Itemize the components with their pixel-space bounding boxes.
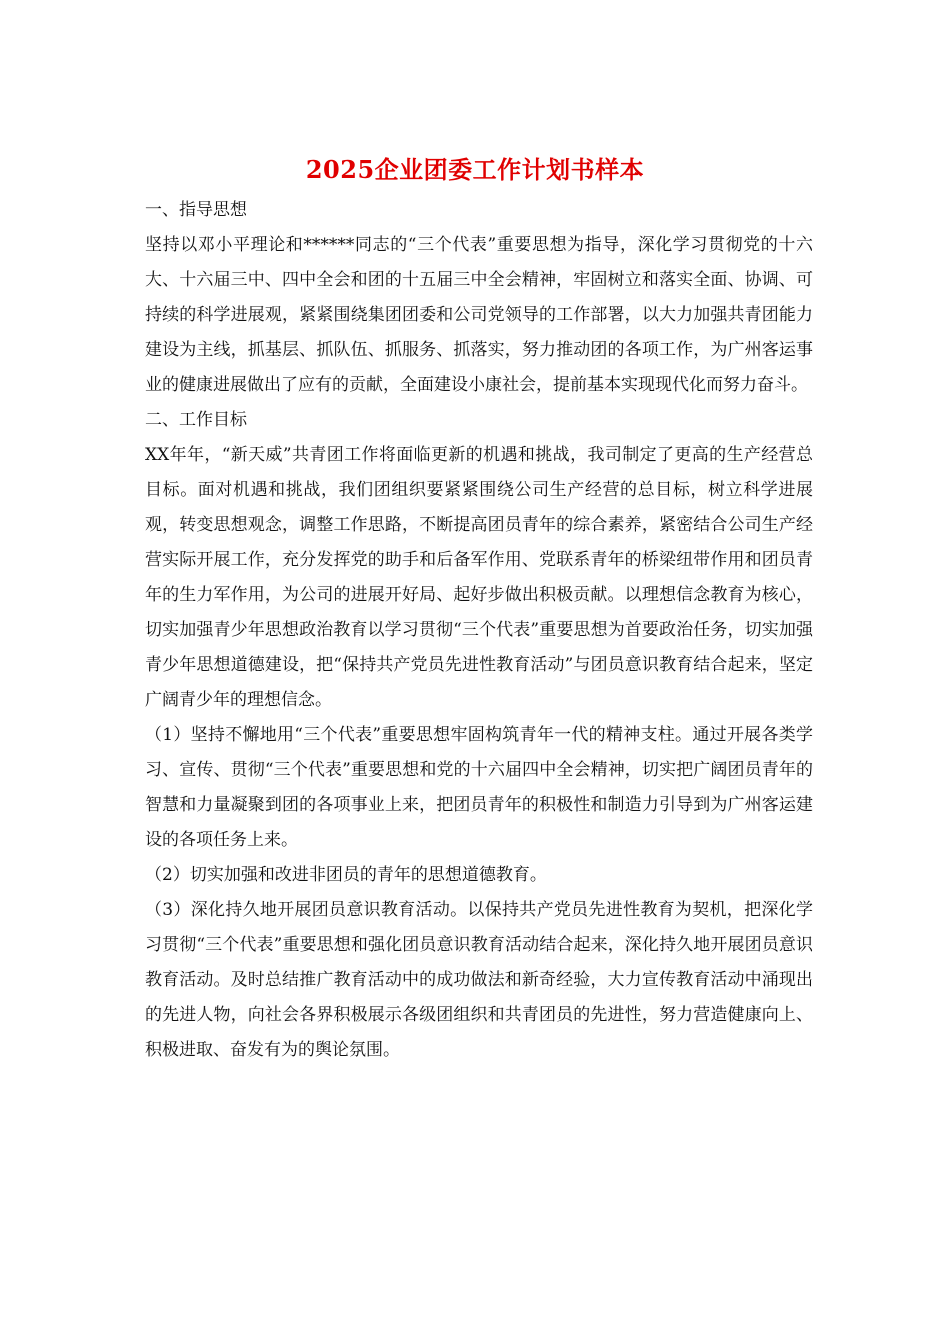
document-body: [145, 193, 813, 1068]
document-title: 2025企业团委工作计划书样本: [305, 155, 645, 184]
paragraph-work-goals-item-3: （3）深化持久地开展团员意识教育活动。以保持共产党员先进性教育为契机，把深化学习贯彻“三个代表”重要思想和强化团员意识教育活动结合起来，深化持久地开展团员意识教育活动。及时总结推广教育活动中的成功做法和新奇经验，大力宣传教育活动中涌现出的先进人物，向社会各界积极展示各级团组织和共青团员的先进性，努力营造健康向上、积极进取、奋发有为的舆论氛围。: [145, 900, 813, 1060]
section-heading-guiding-ideology: 一、指导思想: [145, 200, 247, 220]
paragraph-work-goals-item-2: （2）切实加强和改进非团员的青年的思想道德教育。: [145, 865, 547, 885]
section-heading-work-goals: 二、工作目标: [145, 410, 247, 430]
paragraph-guiding-ideology: 坚持以邓小平理论和******同志的“三个代表”重要思想为指导，深化学习贯彻党的十六大、十六届三中、四中全会和团的十五届三中全会精神，牢固树立和落实全面、协调、可持续的科学进展观，紧紧围绕集团团委和公司党领导的工作部署，以大力加强共青团能力建设为主线，抓基层、抓队伍、抓服务、抓落实，努力推动团的各项工作，为广州客运事业的健康进展做出了应有的贡献，全面建设小康社会，提前基本实现现代化而努力奋斗。: [145, 235, 813, 395]
paragraph-work-goals-item-1: （1）坚持不懈地用“三个代表”重要思想牢固构筑青年一代的精神支柱。通过开展各类学习、宣传、贯彻“三个代表”重要思想和党的十六届四中全会精神，切实把广阔团员青年的智慧和力量凝聚到团的各项事业上来，把团员青年的积极性和制造力引导到为广州客运建设的各项任务上来。: [145, 725, 813, 850]
paragraph-work-goals-intro: XX年年，“新天威”共青团工作将面临更新的机遇和挑战，我司制定了更高的生产经营总目标。面对机遇和挑战，我们团组织要紧紧围绕公司生产经营的总目标，树立科学进展观，转变思想观念，调整工作思路，不断提高团员青年的综合素养，紧密结合公司生产经营实际开展工作，充分发挥党的助手和后备军作用、党联系青年的桥梁纽带作用和团员青年的生力军作用，为公司的进展开好局、起好步做出积极贡献。以理想信念教育为核心，切实加强青少年思想政治教育以学习贯彻“三个代表”重要思想为首要政治任务，切实加强青少年思想道德建设，把“保持共产党员先进性教育活动”与团员意识教育结合起来，坚定广阔青少年的理想信念。: [145, 445, 813, 710]
